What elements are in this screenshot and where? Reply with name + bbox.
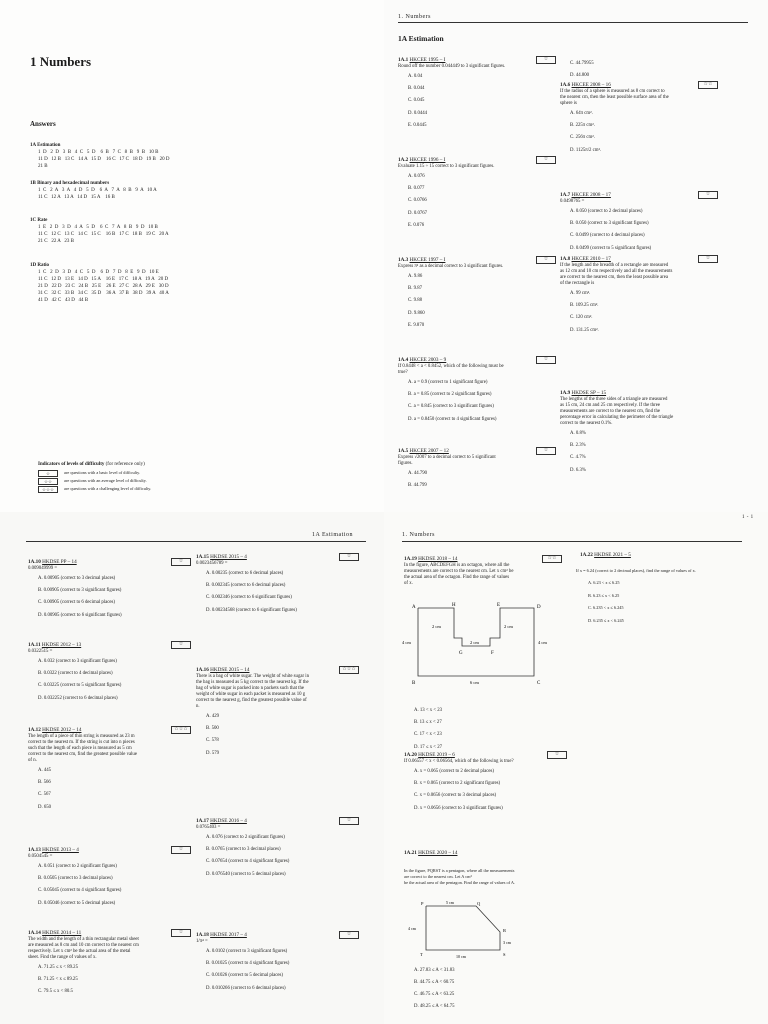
answer-option: B. 0.044 [408, 86, 425, 92]
label-g: G [459, 651, 463, 656]
answer-option: C. 0.01026 (correct to 5 decimal places) [206, 973, 283, 979]
answer-option: D. 6.235 ≤ x < 6.245 [588, 617, 624, 623]
question-number: 1A.15 [196, 554, 211, 560]
chapter-title: 1 Numbers [30, 54, 92, 69]
question-stem: are correct to the nearest cm, then the least possible area [560, 275, 669, 280]
question-stem: the bag is measured as 5 kg correct to the nearest kg. If the [196, 680, 309, 685]
question-number: 1A.6 [560, 82, 572, 88]
label-right-side: 4 cm [538, 640, 547, 645]
answer-option: A. 445 [38, 768, 52, 773]
label-s: S [503, 952, 506, 957]
label-bottom: 10 cm [456, 954, 466, 959]
label-left: 4 cm [408, 926, 416, 931]
answer-option: A. a = 0.9 (correct to 1 significant figure) [408, 380, 488, 385]
difficulty-stars: ☆ [339, 817, 359, 825]
answer-row: 1 C 2 A 3 A 4 D 5 D 6 A 7 A 8 B 9 A 10 A [38, 188, 157, 193]
difficulty-stars: ☆☆☆ [339, 666, 359, 674]
question-source: HKDSE SP – 15 [571, 390, 607, 396]
answer-option: D. 48.25 ≤ A < 64.75 [414, 1004, 455, 1009]
answer-option: B. 71.25 < x ≤ 89.25 [38, 977, 78, 983]
difficulty-stars: ☆ [339, 931, 359, 939]
question-header [398, 448, 449, 454]
question-number: 1A.9 [560, 390, 572, 396]
difficulty-text: are questions with an average level of difficulty. [64, 478, 147, 483]
question-stem: correct to the nearest cm, find the greatest possible value [28, 752, 137, 757]
question-stem: of the rectangle is [560, 281, 595, 286]
answer-option: A. 6.23 < x ≤ 6.25 [588, 580, 620, 585]
question-source: HKDSE 2021 – 5 [594, 552, 631, 558]
question-source: HKDSE PP – 14 [42, 559, 77, 565]
difficulty-stars: ☆☆ [542, 555, 562, 563]
answer-option: D. 0.0767 [408, 210, 428, 216]
answer-row: 41 D 42 C 43 D 44 B [38, 298, 89, 303]
page-mark: 1 - 1 [742, 515, 754, 520]
answer-option: B. 6.23 ≤ x < 6.25 [588, 592, 620, 598]
question-stem: There is a bag of white sugar. The weight of white sugar in [196, 674, 310, 679]
answer-option: B. a = 0.85 (correct to 2 significant figures) [408, 392, 492, 398]
question-stem: as 15 cm, 24 cm and 25 cm respectively. If the three [560, 403, 660, 408]
answer-option: C. 46.75 ≤ A < 63.25 [414, 992, 455, 997]
difficulty-stars: ☆ [171, 558, 191, 566]
answer-option: E. 0.076 [408, 222, 425, 228]
answer-option: C. 578 [206, 738, 219, 744]
question-stem: Express √2007 to a decimal correct to 5 significant [398, 455, 496, 460]
question-stem: such that the length of each piece is measured as 5 cm [28, 746, 132, 751]
question-header [196, 818, 247, 824]
answer-option: A. 99 cm². [570, 291, 591, 296]
label-bottom-side: 6 cm [470, 680, 479, 685]
answer-row: 1 C 2 D 3 D 4 C 5 D 6 D 7 D 8 E 9 D 10 E [38, 270, 159, 275]
question-stem: Evaluate 1.15 ÷ 15 correct to 3 significant figures. [398, 164, 495, 169]
question-source: HKCEE 2007 – 12 [409, 448, 449, 454]
question-stem: as 12 cm and 10 cm respectively and all the measurements [560, 269, 673, 274]
answer-option: B. 0.0505 (correct to 3 decimal places) [38, 876, 113, 882]
question-stem: Round off the number 0.044449 to 3 significant figures. [398, 64, 506, 69]
question-source: HKDSE 2015 – 4 [210, 554, 247, 560]
difficulty-stars: ☆ [536, 56, 556, 64]
answer-option: C. 0.00905 (correct to 6 decimal places) [38, 600, 115, 606]
label-b: B [412, 681, 416, 686]
answer-option: B. 109.25 cm². [570, 303, 599, 309]
page-header: 1A Estimation [312, 532, 353, 538]
question-header [28, 642, 81, 648]
question-number: 1A.2 [398, 157, 410, 163]
label-r: R [503, 928, 507, 933]
answer-option: A. 0.050 (correct to 2 decimal places) [570, 209, 643, 214]
answer-row: 1 E 2 D 3 D 4 A 5 D 6 C 7 A 8 B 9 D 10 B [38, 225, 158, 230]
answer-option: B. 566 [38, 780, 51, 786]
question-stem: n. [196, 704, 200, 709]
header-rule [398, 22, 748, 23]
label-inner-right: 2 cm [504, 624, 513, 629]
question-source: HKCEE 1995 – I [409, 57, 446, 63]
answer-option: D. x = 0.0656 (correct to 3 significant figures) [414, 805, 503, 811]
answer-option: B. 13 ≤ x < 27 [414, 720, 442, 726]
answer-option: D. 9.860 [408, 310, 425, 316]
question-source: HKCEE 2003 – 9 [409, 357, 447, 363]
difficulty-stars: ☆ [698, 191, 718, 199]
question-stem: 0.0765403 = [196, 825, 221, 830]
difficulty-stars: ☆ [547, 751, 567, 759]
question-stem: of x. [404, 581, 413, 586]
question-stem: The width and the length of a thin rectangular metal sheet [28, 937, 139, 942]
header-rule [26, 541, 366, 542]
question-stem: The lengths of the three sides of a triangle are measured [560, 397, 668, 402]
answer-option: C. 79.5 ≤ x < 80.5 [38, 989, 73, 995]
answer-option: D. 0.076540 (correct to 5 decimal places) [206, 871, 286, 877]
question-source: HKDSE 2018 – 14 [418, 556, 458, 562]
section-1a-heading: 1A Estimation [30, 143, 61, 148]
answer-option: D. 0.0499 (correct to 5 significant figures) [570, 245, 652, 251]
answer-option: A. 64π cm². [570, 111, 593, 116]
question-stem: If the length and the breadth of a rectangle are measured [560, 263, 669, 268]
question-header [196, 554, 247, 560]
answer-option: A. 13 < x < 23 [414, 708, 443, 713]
question-header [28, 727, 81, 733]
question-stem: figures. [398, 461, 413, 466]
question-stem: are measured as 8 cm and 10 cm correct to the nearest cm [28, 943, 139, 948]
question-stem: In the figure, ABCDEFGH is an octagon, where all the [404, 563, 510, 568]
question-source: HKDSE 2015 – 14 [210, 667, 250, 673]
answer-option: A. 429 [206, 714, 220, 719]
question-source: HKCEE 2008 – 16 [571, 82, 611, 88]
answer-option: D. 1125π/2 cm². [570, 147, 602, 153]
answer-row: 31 C 32 C 33 B 34 C 35 D 36 A 37 B 38 D 39 A 40 A [38, 291, 169, 296]
answer-option: C. 44.79955 [570, 61, 594, 66]
label-right: 3 cm [503, 940, 511, 945]
question-stem: sphere is [560, 101, 577, 106]
question-header [398, 357, 446, 363]
question-header [404, 556, 457, 562]
label-f: F [491, 651, 494, 656]
difficulty-stars: ☆ [536, 356, 556, 364]
question-source: HKDSE 2014 – 11 [42, 930, 82, 936]
answer-option: C. x = 0.0656 (correct to 3 decimal places) [414, 793, 497, 799]
difficulty-stars: ☆☆ [698, 81, 718, 89]
difficulty-stars: ☆ [536, 256, 556, 264]
question-number: 1A.21 [404, 850, 419, 856]
question-stem: If the radius of a sphere is measured as 8 cm correct to [560, 89, 665, 94]
page-header: 1. Numbers [402, 532, 435, 538]
question-source: HKDSE 2019 – 6 [418, 752, 455, 758]
question-source: HKCEE 2010 – 17 [571, 256, 611, 262]
indicators-note: (for reference only) [105, 462, 145, 467]
question-stem: If x = 6.24 (correct to 2 decimal places), find the range of values of x. [576, 568, 696, 573]
answer-option: A. 0.076 [408, 174, 425, 179]
page-header: 1. Numbers [398, 14, 431, 20]
answer-option: B. 0.0765 (correct to 3 decimal places) [206, 847, 281, 853]
difficulty-stars: ☆ [339, 553, 359, 561]
answer-row: 21 D 22 D 23 C 24 B 25 E 26 E 27 C 28 A 29 E 30 D [38, 284, 169, 289]
question-number: 1A.12 [28, 727, 43, 733]
question-stem: The length of a piece of thin string is measured as 23 m [28, 734, 135, 739]
answer-option: A. 0.00235 (correct to 6 decimal places) [206, 571, 284, 576]
answer-option: C. 0.0499 (correct to 4 decimal places) [570, 233, 645, 239]
answer-option: D. 17 ≤ x < 27 [414, 744, 442, 750]
question-stem: the nearest cm, then the least possible surface area of the [560, 95, 669, 100]
question-number: 1A.22 [580, 552, 595, 558]
estimation-page-1 [384, 0, 768, 512]
difficulty-stars: ☆ [171, 641, 191, 649]
difficulty-text: are questions with a basic level of difficulty. [64, 470, 141, 475]
question-stem: correct to the nearest g, find the greatest possible value of [196, 698, 307, 703]
answer-option: B. 44.75 ≤ A < 60.75 [414, 980, 455, 985]
question-stem: 0.0498765 = [560, 199, 585, 204]
difficulty-stars: ☆ [536, 156, 556, 164]
answer-option: A. 0.04 [408, 74, 423, 79]
answer-option: B. 225π cm². [570, 123, 595, 129]
question-stem: weight of white sugar in each packet is measured as 10 g [196, 692, 306, 697]
question-source: HKCEE 1996 – I [409, 157, 446, 163]
answer-option: D. 650 [38, 804, 52, 810]
question-number: 1A.4 [398, 357, 410, 363]
question-header [580, 552, 631, 558]
label-h: H [452, 603, 456, 608]
section-1c-heading: 1C Rate [30, 218, 48, 223]
answer-option: D. 0.00905 (correct to 6 significant figures) [38, 612, 122, 618]
answer-row: 11 C 12 C 13 C 14 C 15 C 16 B 17 C 18 B 19 C 20 A [38, 232, 169, 237]
answer-option: B. x = 0.065 (correct to 2 significant figures) [414, 781, 501, 787]
question-number: 1A.20 [404, 752, 419, 758]
answer-option: A. 71.25 ≤ x < 89.25 [38, 965, 78, 970]
pentagon-outline [426, 906, 500, 950]
answer-option: B. 0.050 (correct to 3 significant figures) [570, 221, 649, 227]
question-source: HKDSE 2017 – 4 [210, 932, 247, 938]
label-e: E [497, 603, 501, 608]
question-header [404, 850, 457, 856]
question-header [196, 667, 249, 673]
question-header [28, 930, 81, 936]
difficulty-text: are questions with a challenging level of difficulty. [64, 486, 152, 491]
question-stem: 0.0322515 = [28, 649, 53, 654]
question-number: 1A.17 [196, 818, 211, 824]
question-source: HKDSE 2016 – 4 [210, 818, 247, 824]
answer-option: C. 0.045 [408, 98, 425, 104]
answer-option: A. 0.032 (correct to 3 significant figures) [38, 659, 117, 664]
answer-option: C. 567 [38, 792, 51, 798]
question-number: 1A.3 [398, 257, 410, 263]
question-header [398, 257, 445, 263]
answer-option: A. 0.076 (correct to 2 significant figures) [206, 835, 285, 840]
answer-row: 11 D 12 B 13 C 14 A 15 D 16 C 17 C 18 D 19 B 20 D [38, 157, 170, 162]
label-q: Q [477, 901, 481, 906]
estimation-page-2 [0, 512, 384, 1024]
question-number: 1A.16 [196, 667, 211, 673]
label-left-side: 4 cm [402, 640, 411, 645]
label-inner-left: 2 cm [432, 624, 441, 629]
answer-option: C. 256π cm². [570, 135, 595, 141]
question-stem: If 0.06557 < x < 0.06564, which of the following is true? [404, 759, 514, 764]
answer-option: C. 0.05045 (correct to 4 significant figures) [38, 888, 122, 894]
difficulty-stars: ☆☆☆ [38, 486, 58, 493]
answers-heading: Answers [30, 120, 56, 128]
answer-option: D. 0.0444 [408, 110, 428, 116]
question-number: 1A.13 [28, 847, 43, 853]
pentagon-figure [404, 898, 544, 962]
answer-option: B. 0.0322 (correct to 4 decimal places) [38, 671, 113, 677]
section-1b-heading: 1B Binary and hexadecimal numbers [30, 181, 110, 186]
answer-option: B. 0.01025 (correct to 4 significant figures) [206, 961, 290, 967]
answer-option: A. 9.86 [408, 274, 423, 279]
indicators-title: Indicators of levels of difficulty [38, 462, 105, 467]
difficulty-stars: ☆ [171, 846, 191, 854]
label-a: A [412, 605, 416, 610]
question-stem: In the figure, PQRST is a pentagon, where all the measurements [404, 868, 515, 873]
answer-option: B. 2.3% [570, 443, 586, 449]
question-header [560, 256, 611, 262]
answer-option: E. 9.870 [408, 322, 425, 328]
question-stem: 0.009049999 = [28, 566, 58, 571]
question-stem: sheet. Find the range of values of x. [28, 955, 97, 960]
question-number: 1A.10 [28, 559, 43, 565]
label-t: T [420, 952, 423, 957]
section-1d-heading: 1D Ratio [30, 263, 50, 268]
question-source: HKDSE 2013 – 4 [42, 847, 79, 853]
question-number: 1A.14 [28, 930, 43, 936]
difficulty-stars: ☆ [698, 255, 718, 263]
question-source: HKCEE 2008 – 17 [571, 192, 611, 198]
answer-row: 11 C 12 D 13 E 14 D 15 A 16 E 17 C 18 A 19 A 20 D [38, 277, 169, 282]
answer-option: A. 0.8% [570, 431, 586, 436]
answer-option: C. 4.7% [570, 455, 586, 461]
label-c: C [537, 681, 541, 686]
difficulty-stars: ☆ [171, 929, 191, 937]
answer-option: D. 0.05046 (correct to 5 decimal places) [38, 900, 116, 906]
question-header [196, 932, 247, 938]
answer-option: A. 0.051 (correct to 2 significant figures) [38, 864, 117, 869]
answer-option: D. 579 [206, 750, 220, 756]
difficulty-stars: ☆☆☆ [171, 726, 191, 734]
question-stem: percentage error in calculating the perimeter of the triangle [560, 415, 674, 420]
answer-option: B. 9.87 [408, 286, 422, 292]
question-stem: 1/π⁴ = [196, 939, 208, 944]
octagon-figure [404, 600, 564, 692]
question-header [398, 57, 445, 63]
question-number: 1A.19 [404, 556, 419, 562]
question-stem: 0.0023456789 = [196, 561, 228, 566]
answer-option: D. 44.800 [570, 73, 590, 79]
indicators-heading [38, 462, 145, 468]
answer-option: C. 0.002346 (correct to 6 significant figures) [206, 595, 292, 601]
answer-option: A. 44.790 [408, 471, 428, 476]
answer-option: B. 44.799 [408, 483, 427, 489]
answer-row: 11 C 12 A 13 A 14 D 15 A 16 B [38, 195, 115, 200]
question-header [560, 82, 611, 88]
answer-option: C. 0.03225 (correct to 5 significant figures) [38, 683, 122, 689]
question-header [404, 752, 455, 758]
question-number: 1A.18 [196, 932, 211, 938]
question-stem: Express π² as a decimal correct to 3 significant figures. [398, 264, 504, 269]
question-source: HKDSE 2020 – 14 [418, 850, 458, 856]
question-number: 1A.11 [28, 642, 42, 648]
answer-option: C. 120 cm². [570, 315, 593, 321]
question-stem: measurements are correct to the nearest cm. Let x cm² be [404, 569, 514, 574]
answer-option: D. 131.25 cm². [570, 327, 599, 333]
question-stem: of n. [28, 758, 37, 763]
question-header [560, 192, 611, 198]
label-top: 5 cm [446, 900, 454, 905]
header-rule [402, 541, 742, 542]
question-stem: respectively. Let x cm² be the actual area of the metal [28, 949, 131, 954]
answer-option: A. 0.00905 (correct to 3 decimal places) [38, 576, 116, 581]
answer-option: D. 0.032252 (correct to 6 decimal places) [38, 695, 118, 701]
question-source: HKDSE 2012 – 13 [41, 642, 82, 648]
question-stem: true? [398, 370, 408, 375]
question-source: HKCEE 1997 – I [409, 257, 446, 263]
answer-option: C. 0.0766 [408, 198, 427, 204]
answer-option: B. 0.077 [408, 186, 425, 192]
answer-option: C. 6.235 < x ≤ 6.245 [588, 605, 624, 610]
question-stem: correct to the nearest m. If the string is cut into n pieces [28, 740, 135, 745]
answer-option: A. 0.0102 (correct to 3 significant figures) [206, 949, 288, 954]
question-number: 1A.8 [560, 256, 572, 262]
question-stem: bag of white sugar is packed into n packets such that the [196, 686, 305, 691]
question-stem: correct to the nearest 0.1%. [560, 421, 613, 426]
estimation-page-3 [384, 512, 768, 1024]
label-p: P [421, 901, 424, 906]
label-inner-bottom: 2 cm [470, 640, 479, 645]
difficulty-stars: ☆ [38, 470, 58, 477]
answer-option: C. 17 < x < 23 [414, 732, 442, 738]
question-stem: 0.0504545 = [28, 854, 53, 859]
answer-option: B. 500 [206, 726, 219, 732]
answer-row: 21 C 22 A 23 B [38, 239, 74, 244]
answers-page [0, 0, 384, 512]
question-number: 1A.1 [398, 57, 410, 63]
question-header [398, 157, 445, 163]
label-d: D [537, 605, 541, 610]
question-header [28, 559, 77, 565]
answer-row: 1 D 2 D 3 B 4 C 5 D 6 B 7 C 8 B 9 B 10 B [38, 150, 159, 155]
question-header [28, 847, 79, 853]
question-stem: If 0.8448 < a < 0.8452, which of the following must be [398, 364, 504, 369]
question-stem: are correct to the nearest cm. Let A cm² [404, 874, 472, 879]
answer-option: A. x = 0.065 (correct to 2 decimal places) [414, 769, 494, 774]
answer-row: 21 B [38, 164, 48, 169]
answer-option: D. a = 0.8450 (correct to 4 significant figures) [408, 416, 497, 422]
answer-option: B. 0.00905 (correct to 3 significant figures) [38, 588, 122, 594]
difficulty-stars: ☆ [536, 447, 556, 455]
answer-option: E. 0.0445 [408, 122, 427, 128]
answer-option: C. 0.07654 (correct to 4 significant figures) [206, 859, 290, 865]
answer-option: C. 9.88 [408, 298, 422, 304]
question-number: 1A.7 [560, 192, 572, 198]
answer-option: B. 0.002345 (correct to 6 decimal places) [206, 583, 286, 589]
answer-option: D. 6.3% [570, 467, 586, 473]
question-stem: measurements are correct to the nearest cm, find the [560, 409, 661, 414]
answer-option: D. 0.010266 (correct to 6 decimal places) [206, 985, 286, 991]
question-stem: be the actual area of the pentagon. Find the range of values of A. [404, 880, 516, 885]
difficulty-stars: ☆☆ [38, 478, 58, 485]
answer-option: D. 0.00234568 (correct to 6 significant figures) [206, 607, 297, 613]
question-source: HKDSE 2012 – 14 [42, 727, 82, 733]
question-header [560, 390, 606, 396]
section-title: 1A Estimation [398, 34, 444, 43]
answer-option: A. 27.83 ≤ A < 31.83 [414, 968, 455, 973]
question-stem: the actual area of the octagon. Find the range of values [404, 575, 510, 580]
answer-option: C. a = 0.845 (correct to 3 significant figures) [408, 404, 494, 410]
question-number: 1A.5 [398, 448, 410, 454]
